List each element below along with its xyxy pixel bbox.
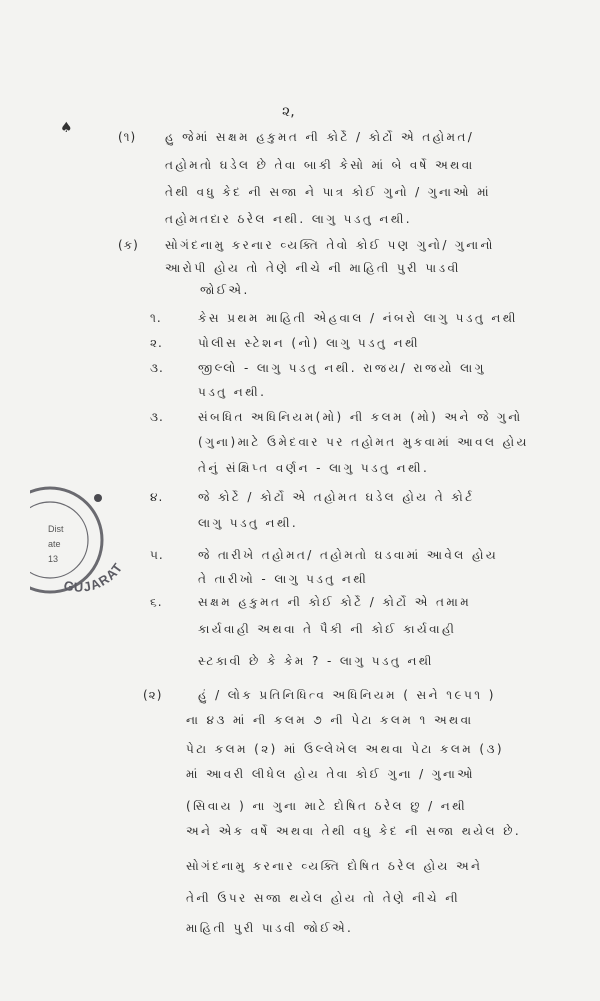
item-line: સક્ષમ હકુમત ની કોઈ કોર્ટે / કોર્ટો એ તમામ: [198, 595, 472, 609]
item-line: સંબધિત અધિનિયમ(મો) ની કલમ (મો) અને જે ગુનો: [198, 410, 523, 424]
section-2-line: હું / લોક પ્રતિનિધિત્વ અધિનિયમ ( સને ૧૯૫૧ ): [198, 688, 496, 702]
stamp-line: 13: [48, 554, 59, 564]
section-2-line: માહિતી પુરી પાડવી જોઈએ.: [186, 921, 354, 935]
section-2-line: પેટા કલમ (૨) માં ઉલ્લેખેલ અથવા પેટા કલમ (૩): [186, 742, 504, 756]
section-k-line: જોઈએ.: [200, 283, 250, 297]
item-number: ૧.: [150, 311, 162, 325]
item-line: કાર્યવાહી અથવા તે પૈકી ની કોઈ કાર્યવાહી: [198, 622, 457, 636]
item-line: જીલ્લો - લાગુ પડતુ નથી. રાજય/ રાજયો લાગુ: [198, 361, 486, 375]
item-line: જે તારીખે તહોમત/ તહોમતો ઘડવામાં આવેલ હોય: [198, 548, 499, 562]
page-number: ૨,: [282, 104, 295, 120]
item-line: તે તારીખો - લાગુ પડતુ નથી: [198, 572, 369, 586]
official-stamp-seal: [30, 480, 150, 610]
item-number: ૩.: [150, 361, 164, 375]
stamp-line: ate: [48, 539, 61, 549]
item-line: લાગુ પડતુ નથી.: [198, 516, 299, 530]
section-1-line: તહોમતો ઘડેલ છે તેવા બાકી કેસો માં બે વર્ષે અથવા: [165, 158, 475, 172]
item-number: ૩.: [150, 410, 164, 424]
item-line: પડતુ નથી.: [198, 385, 267, 399]
section-1-number: (૧): [118, 130, 137, 144]
item-line: જે કોર્ટે / કોર્ટો એ તહોમત ઘડેલ હોય તે કોર્ટ: [198, 490, 475, 504]
item-line: તેનું સંક્ષિપ્ત વર્ણન - લાગુ પડતુ નથી.: [198, 461, 430, 475]
section-k-line: સોગંદનામુ કરનાર વ્યક્તિ તેવો કોઈ પણ ગુનો/ ગુનાનો: [165, 238, 495, 252]
section-1-line: હુ જેમાં સક્ષમ હકુમત ની કોર્ટે / કોર્ટો એ તહોમત/: [165, 130, 475, 144]
item-number: ૨.: [150, 336, 163, 350]
stamp-line: Dist: [48, 524, 64, 534]
item-line: પોલીસ સ્ટેશન (નો) લાગુ પડતુ નથી: [198, 336, 420, 350]
section-2-line: અને એક વર્ષે અથવા તેથી વધુ કેદ ની સજા થયેલ છે.: [186, 824, 522, 838]
section-1-line: તેથી વધુ કેદ ની સજા ને પાત્ર કોઈ ગુનો / ગુનાઓ માં: [165, 185, 491, 199]
section-2-line: સોગંદનામુ કરનાર વ્યક્તિ દોષિત ઠરેલ હોય અને: [186, 859, 483, 873]
section-k-number: (ક): [118, 238, 139, 252]
item-line: કેસ પ્રથમ માહિતી એહવાલ / નંબરો લાગુ પડતુ નથી: [198, 311, 518, 325]
section-2-line: તેની ઉપર સજા થયેલ હોય તો તેણે નીચે ની: [186, 891, 461, 905]
item-line: સ્ટકાવી છે કે કેમ ? - લાગુ પડતુ નથી: [198, 654, 434, 668]
section-2-line: (સિવાય ) ના ગુના માટે દોષિત ઠરેલ છુ / નથી: [186, 799, 468, 813]
section-2-line: ના ૪૩ માં ની કલમ ૭ ની પેટા કલમ ૧ અથવા: [186, 713, 474, 727]
section-2-number: (૨): [143, 688, 163, 702]
margin-mark: ♠: [60, 120, 73, 136]
section-k-line: આરોપી હોય તો તેણે નીચે ની માહિતી પુરી પાડવી: [165, 261, 461, 275]
section-1-line: તહોમતદાર ઠરેલ નથી. લાગુ પડતુ નથી.: [165, 212, 412, 226]
section-2-line: માં આવરી લીધેલ હોય તેવા કોઈ ગુના / ગુનાઓ: [186, 767, 475, 781]
item-number: ૬.: [150, 595, 163, 609]
stamp-circle-text: GUJARAT: [62, 559, 126, 595]
item-line: (ગુના)માટે ઉમેદવાર પર તહોમત મુકવામાં આવલ હોય: [198, 435, 529, 449]
item-number: ૪.: [150, 490, 164, 504]
item-number: ૫.: [150, 548, 164, 562]
